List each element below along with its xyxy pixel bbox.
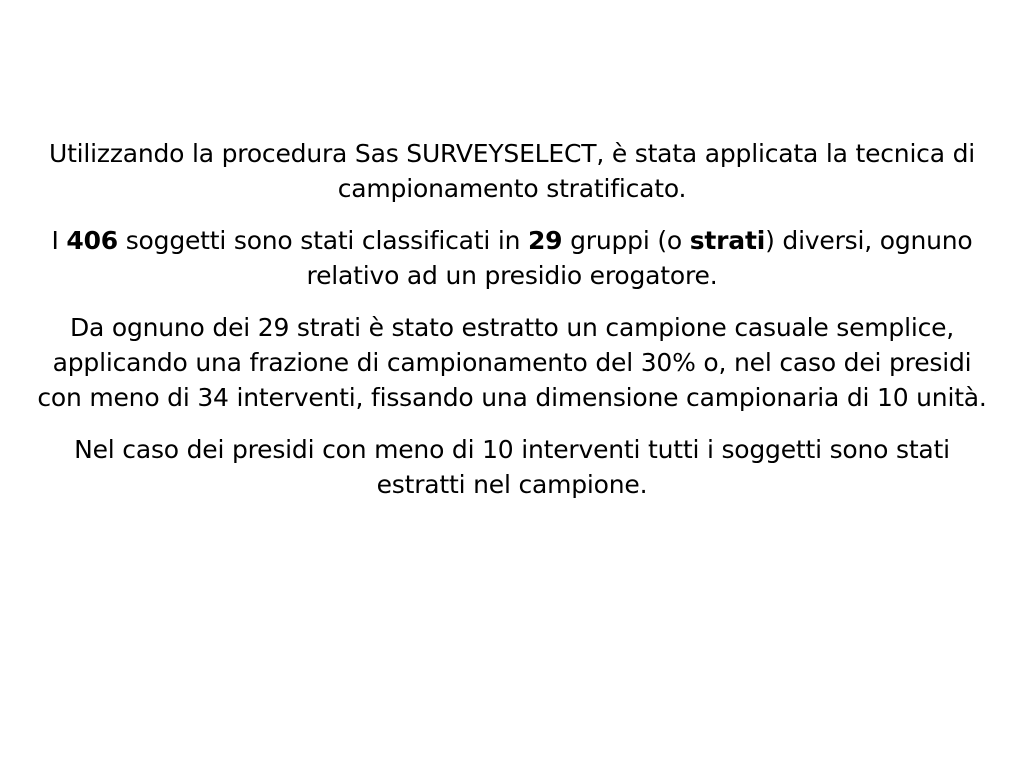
paragraph-small-presidi: Nel caso dei presidi con meno di 10 interventi tutti i soggetti sono stati estratti nel campione. [74, 435, 950, 499]
paragraph-sample-extraction: Da ognuno dei 29 strati è stato estratto un campione casuale semplice, applicando una frazione di campionamento del 30% o, nel caso dei presidi con meno di 34 interventi, fissando una dimensione campionaria di 10 unità. [37, 313, 987, 412]
slide-body [28, 136, 996, 502]
text-fragment: soggetti sono stati classificati in [117, 226, 528, 255]
paragraph-strata-classification [28, 223, 996, 293]
strata-term: strati [689, 226, 766, 255]
subjects-count: 406 [66, 226, 118, 255]
text-fragment: I [51, 226, 67, 255]
paragraph-sampling-method: Utilizzando la procedura Sas SURVEYSELECT, è stata applicata la tecnica di campionamento stratificato. [48, 139, 976, 203]
text-fragment: ) diversi, ognuno relativo ad un presidio erogatore. [306, 226, 973, 290]
text-fragment: gruppi (o [562, 226, 690, 255]
groups-count: 29 [527, 226, 563, 255]
